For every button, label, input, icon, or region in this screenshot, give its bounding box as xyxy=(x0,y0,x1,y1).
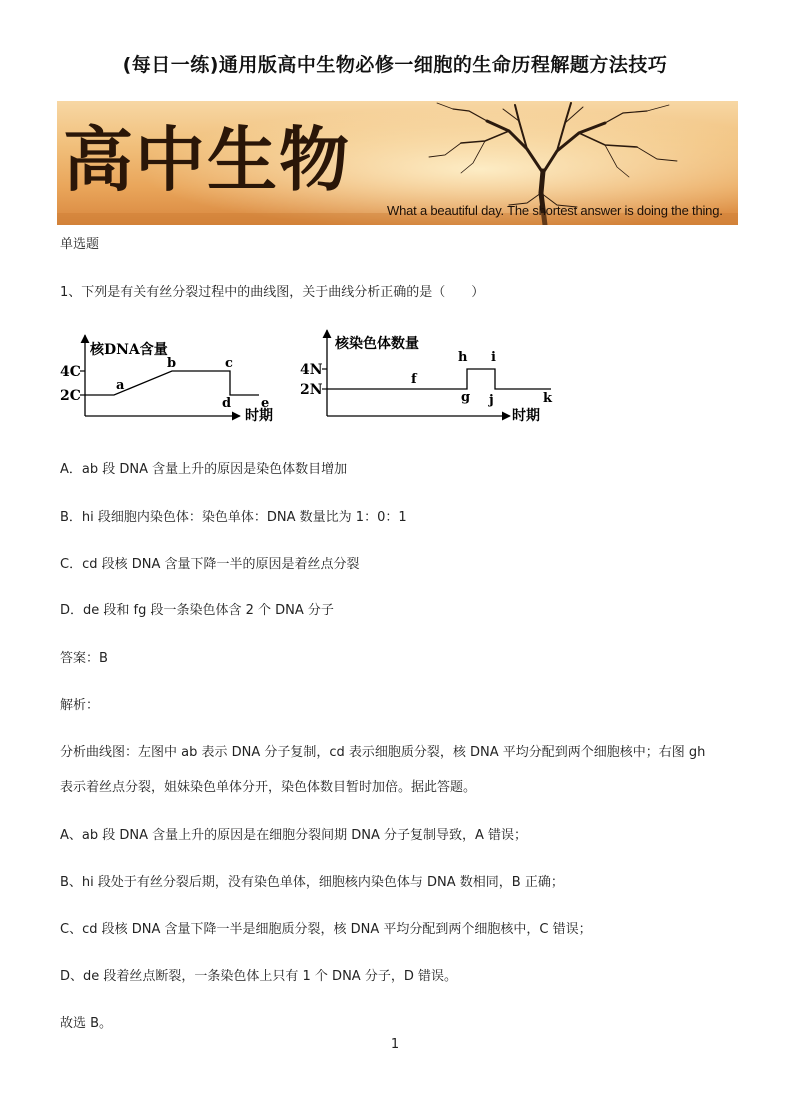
analysis-line-4: B、hi 段处于有丝分裂后期，没有染色单体，细胞核内染色体与 DNA 数相同，B 正确； xyxy=(60,875,564,890)
chart1-point-label-b: b xyxy=(167,356,177,371)
chart1-point-label-a: a xyxy=(116,378,125,393)
chart1-point-label-c: c xyxy=(225,356,233,371)
charts-svg xyxy=(60,325,560,430)
chart2-point-label-j: j xyxy=(489,393,494,408)
banner-title: 高中生物 xyxy=(63,118,351,201)
banner-motto: What a beautiful day. The shortest answer is doing the thing. xyxy=(387,203,723,218)
answer: 答案：B xyxy=(60,651,108,666)
chart1-point-label-d: d xyxy=(222,396,232,411)
option-b: B．hi 段细胞内染色体：染色单体：DNA 数量比为 1：0：1 xyxy=(60,510,407,525)
chart2-title: 核染色体数量 xyxy=(335,336,419,352)
chart1-tick-4C: 4C xyxy=(60,364,81,380)
banner-image xyxy=(57,101,738,225)
chart2-point-label-g: g xyxy=(461,390,471,405)
chart1-title: 核DNA含量 xyxy=(90,342,168,358)
chart1-dna-line xyxy=(85,371,259,395)
chart2-point-label-h: h xyxy=(458,350,468,365)
analysis-line-6: D、de 段着丝点断裂，一条染色体上只有 1 个 DNA 分子，D 错误。 xyxy=(60,969,457,984)
analysis-line-3: A、ab 段 DNA 含量上升的原因是在细胞分裂间期 DNA 分子复制导致，A 错误； xyxy=(60,828,528,843)
conclusion: 故选 B。 xyxy=(60,1016,113,1031)
chart2-tick-4N: 4N xyxy=(300,362,323,378)
chart2-tick-2N: 2N xyxy=(300,382,323,398)
chart2-point-label-f: f xyxy=(411,372,417,387)
chart2-chromosome-line xyxy=(327,369,551,389)
page-number: 1 xyxy=(390,1037,400,1052)
option-d: D．de 段和 fg 段一条染色体含 2 个 DNA 分子 xyxy=(60,603,334,618)
chart2-point-label-k: k xyxy=(543,391,553,406)
analysis-label: 解析： xyxy=(60,698,100,713)
chart1-point-label-e: e xyxy=(261,396,270,411)
analysis-line-5: C、cd 段核 DNA 含量下降一半是细胞质分裂，核 DNA 平均分配到两个细胞核中，C 错误； xyxy=(60,922,592,937)
chart1-tick-2C: 2C xyxy=(60,388,81,404)
option-a: A．ab 段 DNA 含量上升的原因是染色体数目增加 xyxy=(60,462,348,477)
figure xyxy=(60,325,560,434)
analysis-line-2: 表示着丝点分裂，姐妹染色单体分开，染色体数目暂时加倍。据此答题。 xyxy=(60,780,477,795)
analysis-line-1: 分析曲线图：左图中 ab 表示 DNA 分子复制，cd 表示细胞质分裂，核 DNA 平均分配到两个细胞核中；右图 gh xyxy=(60,745,706,760)
section-label: 单选题 xyxy=(60,237,100,252)
option-c: C．cd 段核 DNA 含量下降一半的原因是着丝点分裂 xyxy=(60,557,360,572)
question-stem: 1、下列是有关有丝分裂过程中的曲线图，关于曲线分析正确的是（ ） xyxy=(60,285,485,300)
chart2-xlabel: 时期 xyxy=(512,408,540,424)
chart1-xlabel: 时期 xyxy=(245,408,273,424)
page-title: (每日一练)通用版高中生物必修一细胞的生命历程解题方法技巧 xyxy=(122,54,668,76)
chart2-point-label-i: i xyxy=(491,350,496,365)
